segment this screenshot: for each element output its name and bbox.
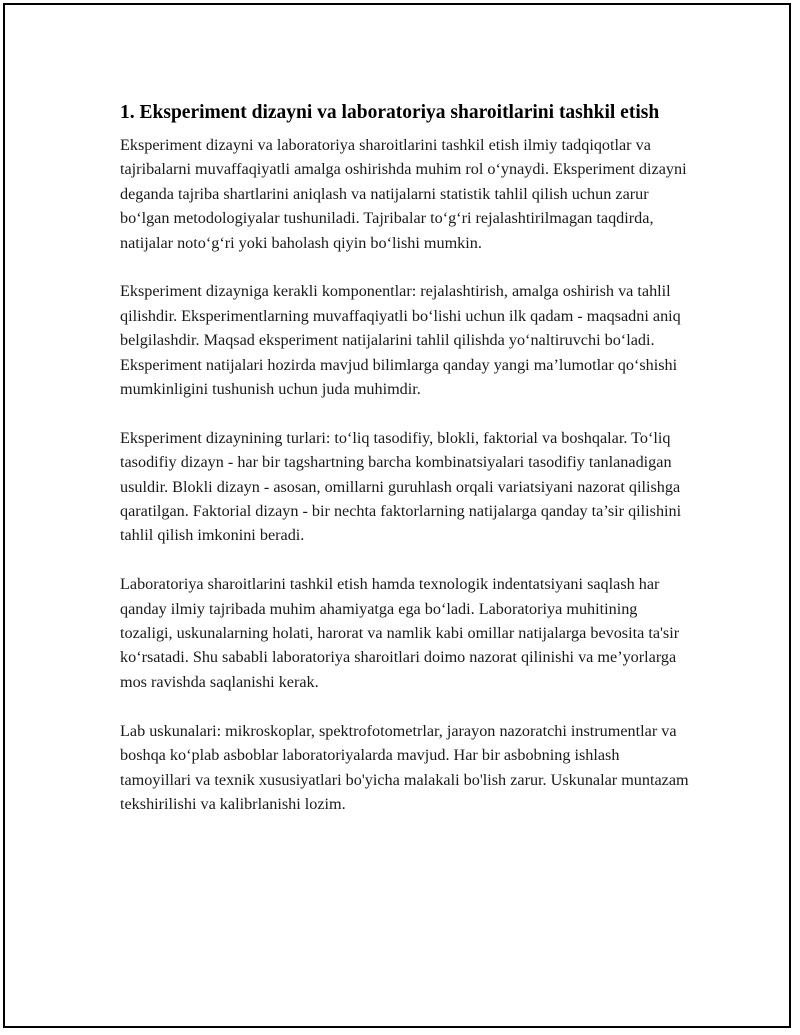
- paragraph-1: Eksperiment dizayni va laboratoriya sharoitlarini tashkil etish ilmiy tadqiqotlar va tajribalarni muvaffaqiyatli amalga oshirishda muhim rol o‘ynaydi. Eksperiment dizayni deganda tajriba shartlarini aniqlash va natijalarni statistik tahlil qilish uchun zarur bo‘lgan metodologiyalar tushuniladi. Tajribalar to‘g‘ri rejalashtirilmagan taqdirda, natijalar noto‘g‘ri yoki baholash qiyin bo‘lishi mumkin.: [120, 136, 687, 252]
- document-page: [3, 3, 791, 1028]
- paragraph-3: Eksperiment dizaynining turlari: to‘liq tasodifiy, blokli, faktorial va boshqalar. To‘liq tasodifiy dizayn - har bir tagshartning barcha kombinatsiyalari tasodifiy tanlanadigan usuldir. Blokli dizayn - asosan, omillarni guruhlash orqali variatsiyani nazorat qilishga qaratilgan. Faktorial dizayn - bir nechta faktorlarning natijalarga qanday ta’sir qilishini tahlil qilish imkonini beradi.: [120, 428, 682, 545]
- paragraph-4: Laboratoriya sharoitlarini tashkil etish hamda texnologik indentatsiyani saqlash har qanday ilmiy tajribada muhim ahamiyatga ega bo‘ladi. Laboratoriya muhitining tozaligi, uskunalarning holati, harorat va namlik kabi omillar natijalarga bevosita ta'sir ko‘rsatadi. Shu sababli laboratoriya sharoitlari doimo nazorat qilinishi va me’yorlarga mos ravishda saqlanishi kerak.: [120, 575, 680, 691]
- document-body: [120, 99, 690, 816]
- paragraph-2: Eksperiment dizayniga kerakli komponentlar: rejalashtirish, amalga oshirish va tahlil qilishdir. Eksperimentlarning muvaffaqiyatli bo‘lishi uchun ilk qadam - maqsadni aniq belgilashdir. Maqsad eksperiment natijalarini tahlil qilishda yo‘naltiruvchi bo‘ladi. Eksperiment natijalari hozirda mavjud bilimlarga qanday yangi ma’lumotlar qo‘shishi mumkinligini tushunish uchun juda muhimdir.: [120, 282, 681, 399]
- document-title: 1. Eksperiment dizayni va laboratoriya sharoitlarini tashkil etish: [120, 102, 660, 123]
- paragraph-5: Lab uskunalari: mikroskoplar, spektrofotometrlar, jarayon nazoratchi instrumentlar va boshqa ko‘plab asboblar laboratoriyalarda mavjud. Har bir asbobning ishlash tamoyillari va texnik xususiyatlari bo'yicha malakali bo'lish zarur. Uskunalar muntazam tekshirilishi va kalibrlanishi lozim.: [120, 721, 689, 813]
